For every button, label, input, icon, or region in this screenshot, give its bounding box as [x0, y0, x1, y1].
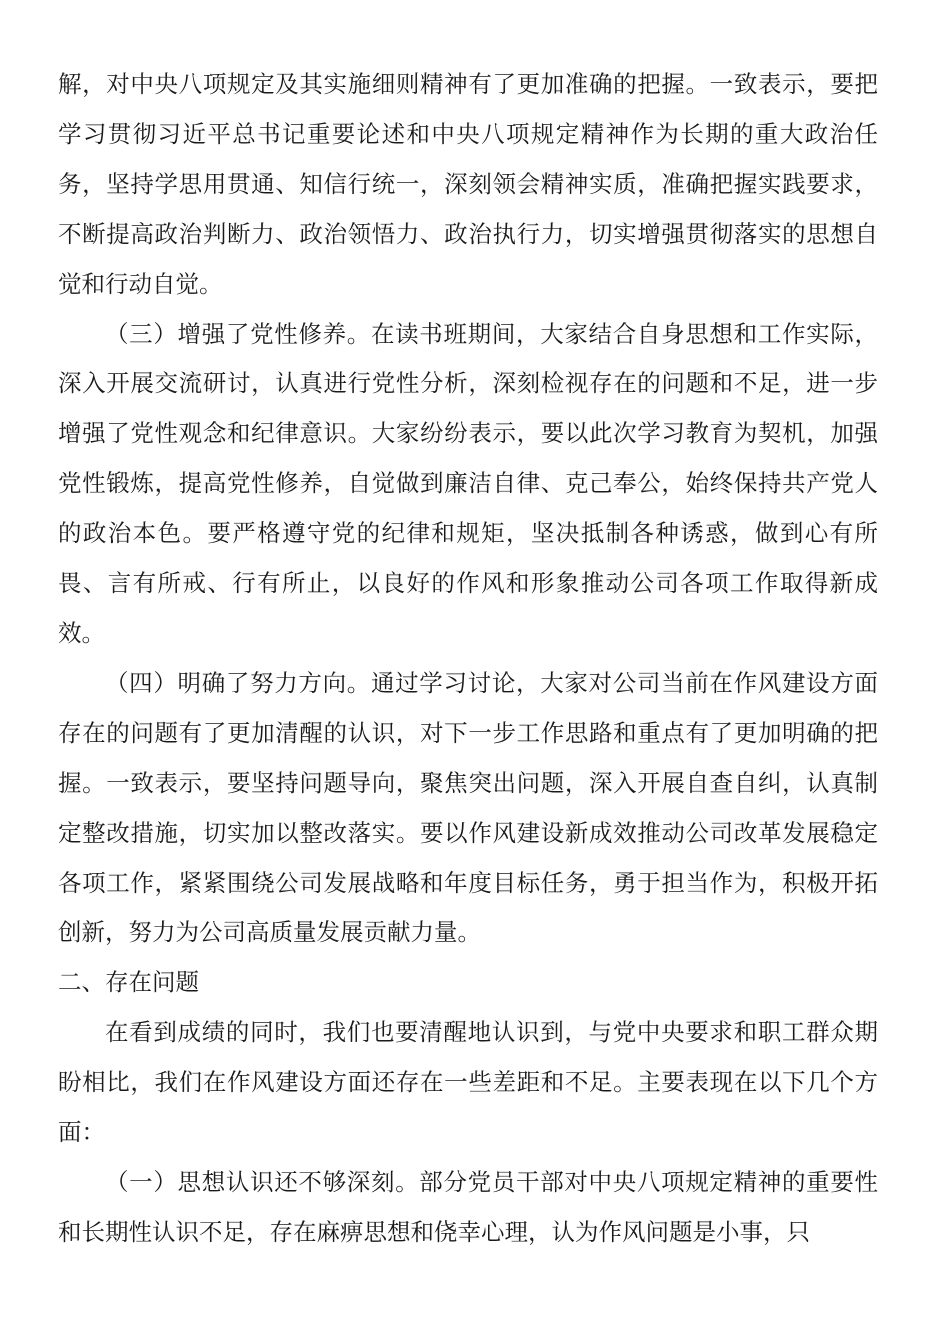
- document-page: [58, 60, 878, 1258]
- paragraph-strengthen-party-spirit: （三）增强了党性修养。在读书班期间，大家结合自身思想和工作实际，深入开展交流研讨，认真进行党性分析，深刻检视存在的问题和不足，进一步增强了党性观念和纪律意识。大家纷纷表示，要以此次学习教育为契机，加强党性锻炼，提高党性修养，自觉做到廉洁自律、克己奉公，始终保持共产党人的政治本色。要严格遵守党的纪律和规矩，坚决抵制各种诱惑，做到心有所畏、言有所戒、行有所止，以良好的作风和形象推动公司各项工作取得新成效。: [58, 319, 878, 647]
- paragraph-ideological-awareness: （一）思想认识还不够深刻。部分党员干部对中央八项规定精神的重要性和长期性认识不足，存在麻痹思想和侥幸心理，认为作风问题是小事，只: [58, 1167, 878, 1246]
- paragraph-problems-intro: 在看到成绩的同时，我们也要清醒地认识到，与党中央要求和职工群众期盼相比，我们在作风建设方面还存在一些差距和不足。主要表现在以下几个方面：: [58, 1018, 878, 1147]
- paragraph-clarify-direction: （四）明确了努力方向。通过学习讨论，大家对公司当前在作风建设方面存在的问题有了更加清醒的认识，对下一步工作思路和重点有了更加明确的把握。一致表示，要坚持问题导向，聚焦突出问题，深入开展自查自纠，认真制定整改措施，切实加以整改落实。要以作风建设新成效推动公司改革发展稳定各项工作，紧紧围绕公司发展战略和年度目标任务，勇于担当作为，积极开拓创新，努力为公司高质量发展贡献力量。: [58, 668, 878, 947]
- section-heading-existing-problems: 二、存在问题: [58, 968, 199, 997]
- paragraph-continuation: 解，对中央八项规定及其实施细则精神有了更加准确的把握。一致表示，要把学习贯彻习近平总书记重要论述和中央八项规定精神作为长期的重大政治任务，坚持学思用贯通、知信行统一，深刻领会精神实质，准确把握实践要求，不断提高政治判断力、政治领悟力、政治执行力，切实增强贯彻落实的思想自觉和行动自觉。: [58, 70, 878, 298]
